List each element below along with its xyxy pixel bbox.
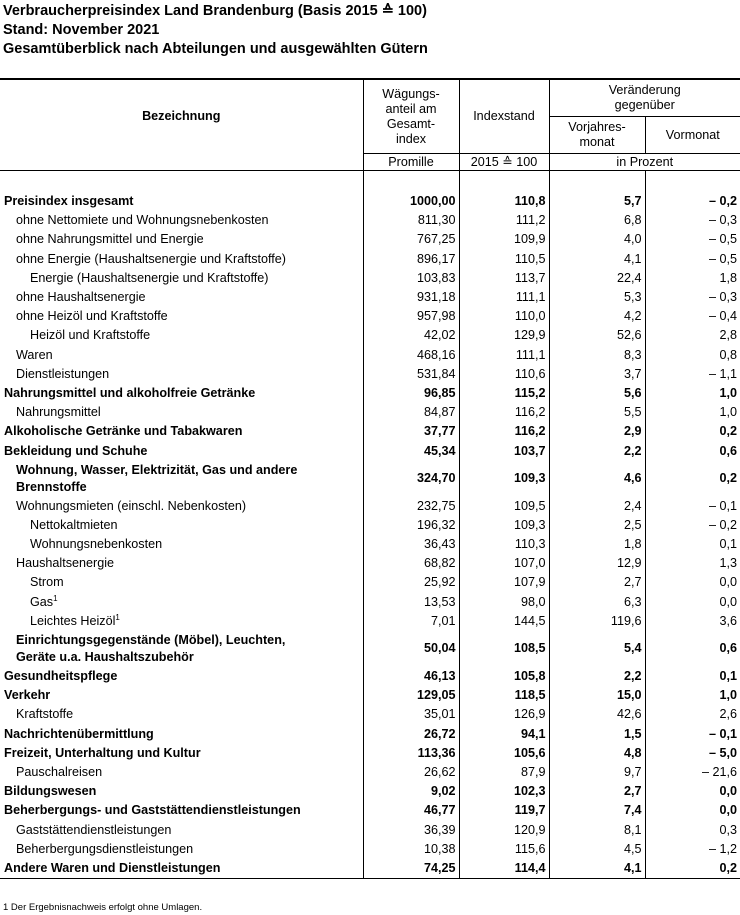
table-row — [0, 422, 740, 441]
row-label — [0, 612, 363, 631]
row-label — [0, 384, 363, 403]
row-label-text: Heizöl und Kraftstoffe — [30, 328, 151, 343]
header-weight-l2: anteil am — [385, 101, 437, 116]
cell-index: 103,7 — [459, 441, 549, 460]
table-row — [0, 192, 740, 211]
cell-vorjahr: 5,4 — [549, 631, 645, 667]
row-label-text: Gas — [30, 594, 54, 609]
row-label-text: Einrichtungsgegenstände (Möbel), Leuchten, — [16, 632, 286, 647]
footnote-marker: 1 — [115, 612, 120, 622]
row-label-text: ohne Heizöl und Kraftstoffe — [16, 309, 168, 324]
row-label — [0, 346, 363, 365]
cell-weight: 767,25 — [363, 230, 459, 249]
cell-index: 105,6 — [459, 744, 549, 763]
cell-vorjahr: 4,1 — [549, 859, 645, 879]
cell-vormonat: – 0,4 — [708, 309, 737, 324]
table-row — [0, 441, 740, 460]
cell-weight: 84,87 — [363, 403, 459, 422]
cell-index: 115,6 — [459, 840, 549, 859]
cell-vorjahr: 2,2 — [549, 667, 645, 686]
row-label-text: Pauschalreisen — [16, 764, 103, 779]
row-label-text: Nahrungsmittel und alkoholfreie Getränke — [4, 385, 256, 400]
cell-weight: 45,34 — [363, 441, 459, 460]
cell-index: 102,3 — [459, 782, 549, 801]
row-label-text: Gesundheitspflege — [4, 669, 118, 684]
table-row — [0, 705, 740, 724]
cell-vormonat: 2,6 — [719, 707, 737, 722]
cell-vormonat: – 0,1 — [708, 726, 737, 741]
header-vorjahr-l2: monat — [579, 135, 615, 149]
row-label — [0, 441, 363, 460]
cell-vorjahr: 5,6 — [549, 384, 645, 403]
cell-index: 110,0 — [459, 307, 549, 326]
cell-weight: 26,62 — [363, 763, 459, 782]
cell-vorjahr: 5,5 — [549, 403, 645, 422]
cell-index: 110,5 — [459, 250, 549, 269]
cell-weight: 36,39 — [363, 820, 459, 839]
table-row — [0, 686, 740, 705]
row-label-text: ohne Haushaltsenergie — [16, 290, 146, 305]
cell-vorjahr: 42,6 — [549, 705, 645, 724]
row-label — [0, 631, 363, 667]
cell-vormonat: 1,8 — [719, 270, 737, 285]
cell-vormonat: 0,2 — [645, 859, 740, 879]
cell-weight: 811,30 — [363, 211, 459, 230]
cell-vormonat: – 5,0 — [708, 745, 737, 760]
footnote-marker: 1 — [53, 593, 58, 603]
row-label — [0, 516, 363, 535]
table-row — [0, 612, 740, 631]
cell-index: 126,9 — [459, 705, 549, 724]
row-label-text: Kraftstoffe — [16, 707, 74, 722]
cell-vorjahr: 3,7 — [549, 365, 645, 384]
cell-weight: 68,82 — [363, 554, 459, 573]
cell-weight: 957,98 — [363, 307, 459, 326]
table-row — [0, 250, 740, 269]
cell-vorjahr: 4,6 — [549, 461, 645, 497]
cell-index: 94,1 — [459, 725, 549, 744]
table-row — [0, 211, 740, 230]
cell-weight: 324,70 — [363, 461, 459, 497]
cell-vorjahr: 7,4 — [549, 801, 645, 820]
cell-index: 115,2 — [459, 384, 549, 403]
cell-vormonat: 1,3 — [719, 556, 737, 571]
cell-vorjahr: 4,0 — [549, 230, 645, 249]
cell-weight: 96,85 — [363, 384, 459, 403]
row-label-text: Beherbergungsdienstleistungen — [16, 841, 194, 856]
cell-index: 111,1 — [459, 346, 549, 365]
row-label-text: Wohnungsmieten (einschl. Nebenkosten) — [16, 498, 247, 513]
table-row — [0, 269, 740, 288]
cell-weight: 74,25 — [363, 859, 459, 879]
header-weight-l1: Wägungs- — [382, 86, 440, 101]
row-label-text: Dienstleistungen — [16, 366, 110, 381]
cell-weight: 36,43 — [363, 535, 459, 554]
cell-vorjahr: 15,0 — [549, 686, 645, 705]
cell-index: 108,5 — [459, 631, 549, 667]
cell-weight: 7,01 — [363, 612, 459, 631]
row-label — [0, 461, 363, 497]
table-row — [0, 403, 740, 422]
cell-vormonat: – 0,2 — [708, 194, 737, 209]
row-label-text-line2: Geräte u.a. Haushaltszubehör — [16, 649, 194, 664]
table-row — [0, 288, 740, 307]
title-subtitle: Gesamtüberblick nach Abteilungen und ausgewählten Gütern — [3, 41, 428, 57]
cell-weight: 9,02 — [363, 782, 459, 801]
title-date: Stand: November 2021 — [3, 22, 160, 38]
cell-index: 107,0 — [459, 554, 549, 573]
row-label-text: ohne Nahrungsmittel und Energie — [16, 232, 204, 247]
cell-vorjahr: 1,8 — [549, 535, 645, 554]
cell-vormonat: – 0,3 — [708, 290, 737, 305]
row-label — [0, 288, 363, 307]
table-header — [0, 79, 740, 171]
cell-index: 120,9 — [459, 820, 549, 839]
cell-index: 111,1 — [459, 288, 549, 307]
table-row — [0, 573, 740, 592]
cell-weight: 468,16 — [363, 346, 459, 365]
row-label — [0, 250, 363, 269]
row-label-text: ohne Nettomiete und Wohnungsnebenkosten — [16, 213, 269, 228]
header-weight-l3: Gesamt- — [386, 116, 436, 131]
row-label — [0, 422, 363, 441]
row-label — [0, 667, 363, 686]
table-row — [0, 667, 740, 686]
row-label — [0, 763, 363, 782]
cell-vorjahr: 4,2 — [549, 307, 645, 326]
cell-weight: 232,75 — [363, 497, 459, 516]
row-label-text: Leichtes Heizöl — [30, 613, 116, 628]
header-unit-blank — [0, 154, 363, 171]
row-label-text: Verkehr — [4, 688, 51, 703]
table-row — [0, 535, 740, 554]
cell-vormonat: – 0,2 — [708, 517, 737, 532]
cell-vormonat: – 1,1 — [708, 366, 737, 381]
cell-index: 129,9 — [459, 326, 549, 345]
row-label — [0, 593, 363, 612]
cell-index: 116,2 — [459, 422, 549, 441]
cell-weight: 50,04 — [363, 631, 459, 667]
cell-index: 144,5 — [459, 612, 549, 631]
row-label — [0, 192, 363, 211]
cell-vorjahr: 4,1 — [549, 250, 645, 269]
row-label-text: Energie (Haushaltsenergie und Kraftstoffe) — [30, 270, 269, 285]
cell-index: 109,9 — [459, 230, 549, 249]
cell-vormonat: 1,0 — [719, 405, 737, 420]
footnote: 1 Der Ergebnisnachweis erfolgt ohne Umlagen. — [3, 902, 203, 913]
table-row — [0, 859, 740, 879]
row-label-text: Alkoholische Getränke und Tabakwaren — [4, 424, 243, 439]
cell-weight: 896,17 — [363, 250, 459, 269]
cell-vormonat: 0,2 — [719, 424, 737, 439]
cell-vorjahr: 2,9 — [549, 422, 645, 441]
row-label-text: Bildungswesen — [4, 784, 97, 799]
cell-vormonat: – 0,5 — [708, 251, 737, 266]
row-label — [0, 801, 363, 820]
row-label — [0, 859, 363, 879]
cell-vormonat: 0,6 — [719, 443, 737, 458]
table-row — [0, 554, 740, 573]
row-label — [0, 230, 363, 249]
cell-weight: 196,32 — [363, 516, 459, 535]
cell-vorjahr: 2,4 — [549, 497, 645, 516]
cell-index: 110,3 — [459, 535, 549, 554]
cell-index: 111,2 — [459, 211, 549, 230]
cpi-table — [0, 78, 740, 879]
row-label-text: Freizeit, Unterhaltung und Kultur — [4, 745, 201, 760]
row-label-text: Wohnung, Wasser, Elektrizität, Gas und andere — [16, 462, 298, 477]
header-change — [549, 79, 740, 117]
cell-vormonat: 2,8 — [719, 328, 737, 343]
cell-vorjahr: 22,4 — [549, 269, 645, 288]
cell-index: 98,0 — [459, 593, 549, 612]
row-label-text: Preisindex insgesamt — [4, 194, 134, 209]
title-block — [3, 2, 428, 59]
row-label — [0, 211, 363, 230]
cell-index: 119,7 — [459, 801, 549, 820]
cell-weight: 113,36 — [363, 744, 459, 763]
table-row — [0, 782, 740, 801]
table-row — [0, 346, 740, 365]
cell-vormonat: 0,0 — [719, 575, 737, 590]
cell-weight: 26,72 — [363, 725, 459, 744]
cell-index: 114,4 — [459, 859, 549, 879]
cell-index: 113,7 — [459, 269, 549, 288]
cell-vorjahr: 5,3 — [549, 288, 645, 307]
table-row — [0, 631, 740, 667]
table-row — [0, 365, 740, 384]
table-row — [0, 497, 740, 516]
title-main: Verbraucherpreisindex Land Brandenburg (Basis 2015 ≙ 100) — [3, 3, 427, 19]
table-row — [0, 307, 740, 326]
row-label-text: Gaststättendienstleistungen — [16, 822, 172, 837]
row-label — [0, 535, 363, 554]
cell-vormonat: – 21,6 — [701, 764, 737, 779]
row-label — [0, 554, 363, 573]
row-label-text: Nachrichtenübermittlung — [4, 726, 154, 741]
row-label — [0, 307, 363, 326]
cell-index: 116,2 — [459, 403, 549, 422]
cell-weight: 531,84 — [363, 365, 459, 384]
cell-vormonat: 0,0 — [719, 784, 737, 799]
row-label-text: Beherbergungs- und Gaststättendienstleistungen — [4, 803, 301, 818]
cell-vorjahr: 2,2 — [549, 441, 645, 460]
cell-vormonat: 0,8 — [719, 347, 737, 362]
cell-vorjahr: 4,8 — [549, 744, 645, 763]
cell-vorjahr: 12,9 — [549, 554, 645, 573]
row-label-text: ohne Energie (Haushaltsenergie und Kraftstoffe) — [16, 251, 287, 266]
cell-weight: 931,18 — [363, 288, 459, 307]
row-label-text-line2: Brennstoffe — [16, 479, 87, 494]
row-label — [0, 365, 363, 384]
table-row — [0, 461, 740, 497]
cell-vormonat: 1,0 — [719, 385, 737, 400]
cell-vormonat: 1,0 — [719, 688, 737, 703]
cell-vormonat: – 1,2 — [708, 841, 737, 856]
table-row — [0, 230, 740, 249]
header-bezeichnung: Bezeichnung — [0, 79, 363, 154]
row-label — [0, 497, 363, 516]
cell-index: 110,6 — [459, 365, 549, 384]
row-label — [0, 269, 363, 288]
table-row — [0, 840, 740, 859]
table-row — [0, 725, 740, 744]
table-row — [0, 801, 740, 820]
cell-weight: 46,13 — [363, 667, 459, 686]
table-row — [0, 593, 740, 612]
cell-vorjahr: 119,6 — [549, 612, 645, 631]
header-vorjahr — [549, 117, 645, 154]
cell-vormonat: – 0,5 — [708, 232, 737, 247]
header-vorjahr-l1: Vorjahres- — [568, 120, 626, 134]
header-unit-change: in Prozent — [549, 154, 740, 171]
row-label-text: Nettokaltmieten — [30, 517, 118, 532]
cell-index: 105,8 — [459, 667, 549, 686]
cell-vormonat: 3,6 — [719, 613, 737, 628]
table-body — [0, 171, 740, 879]
cell-weight: 1000,00 — [363, 192, 459, 211]
table-row — [0, 326, 740, 345]
cell-vormonat: – 0,1 — [708, 498, 737, 513]
header-change-l2: gegenüber — [614, 98, 675, 112]
table-row — [0, 516, 740, 535]
cell-weight: 129,05 — [363, 686, 459, 705]
header-weight — [363, 79, 459, 154]
row-label — [0, 782, 363, 801]
cell-vorjahr: 1,5 — [549, 725, 645, 744]
cell-vormonat: 0,6 — [719, 641, 737, 656]
row-label — [0, 725, 363, 744]
table-row — [0, 820, 740, 839]
row-label — [0, 686, 363, 705]
cell-weight: 10,38 — [363, 840, 459, 859]
row-label-text: Wohnungsnebenkosten — [30, 537, 163, 552]
cell-vorjahr: 52,6 — [549, 326, 645, 345]
spacer-row — [0, 171, 740, 193]
header-weight-l4: index — [395, 131, 427, 146]
cell-vorjahr: 2,5 — [549, 516, 645, 535]
cell-index: 118,5 — [459, 686, 549, 705]
cell-weight: 25,92 — [363, 573, 459, 592]
cell-vorjahr: 4,5 — [549, 840, 645, 859]
cell-weight: 13,53 — [363, 593, 459, 612]
cell-vorjahr: 6,3 — [549, 593, 645, 612]
row-label — [0, 820, 363, 839]
row-label-text: Nahrungsmittel — [16, 405, 101, 420]
row-label-text: Haushaltsenergie — [16, 556, 115, 571]
header-unit-weight: Promille — [363, 154, 459, 171]
header-change-l1: Veränderung — [608, 83, 681, 97]
cell-index: 110,8 — [459, 192, 549, 211]
cell-weight: 103,83 — [363, 269, 459, 288]
cell-vormonat: 0,1 — [719, 669, 737, 684]
cell-vormonat: 0,3 — [719, 822, 737, 837]
cell-vorjahr: 2,7 — [549, 573, 645, 592]
row-label — [0, 403, 363, 422]
row-label — [0, 573, 363, 592]
cell-vormonat: 0,2 — [719, 471, 737, 486]
cell-vormonat: 0,1 — [719, 537, 737, 552]
cell-vormonat: – 0,3 — [708, 213, 737, 228]
table-row — [0, 744, 740, 763]
cell-vormonat: 0,0 — [719, 803, 737, 818]
header-vormonat: Vormonat — [645, 117, 740, 154]
row-label-text: Andere Waren und Dienstleistungen — [4, 860, 221, 875]
row-label — [0, 326, 363, 345]
cell-weight: 35,01 — [363, 705, 459, 724]
row-label — [0, 705, 363, 724]
cell-weight: 46,77 — [363, 801, 459, 820]
cell-vorjahr: 9,7 — [549, 763, 645, 782]
cell-vorjahr: 6,8 — [549, 211, 645, 230]
row-label-text: Bekleidung und Schuhe — [4, 443, 148, 458]
table-row — [0, 384, 740, 403]
cell-weight: 42,02 — [363, 326, 459, 345]
cell-vormonat: 0,0 — [719, 594, 737, 609]
row-label-text: Waren — [16, 347, 53, 362]
header-unit-index: 2015 ≙ 100 — [459, 154, 549, 171]
row-label — [0, 744, 363, 763]
cell-vorjahr: 8,1 — [549, 820, 645, 839]
table-row — [0, 763, 740, 782]
cell-vorjahr: 8,3 — [549, 346, 645, 365]
cell-index: 87,9 — [459, 763, 549, 782]
cell-weight: 37,77 — [363, 422, 459, 441]
row-label-text: Strom — [30, 575, 64, 590]
cell-index: 107,9 — [459, 573, 549, 592]
cell-vorjahr: 5,7 — [549, 192, 645, 211]
header-indexstand: Indexstand — [459, 79, 549, 154]
cell-index: 109,5 — [459, 497, 549, 516]
row-label — [0, 840, 363, 859]
cell-vorjahr: 2,7 — [549, 782, 645, 801]
cell-index: 109,3 — [459, 516, 549, 535]
cell-index: 109,3 — [459, 461, 549, 497]
